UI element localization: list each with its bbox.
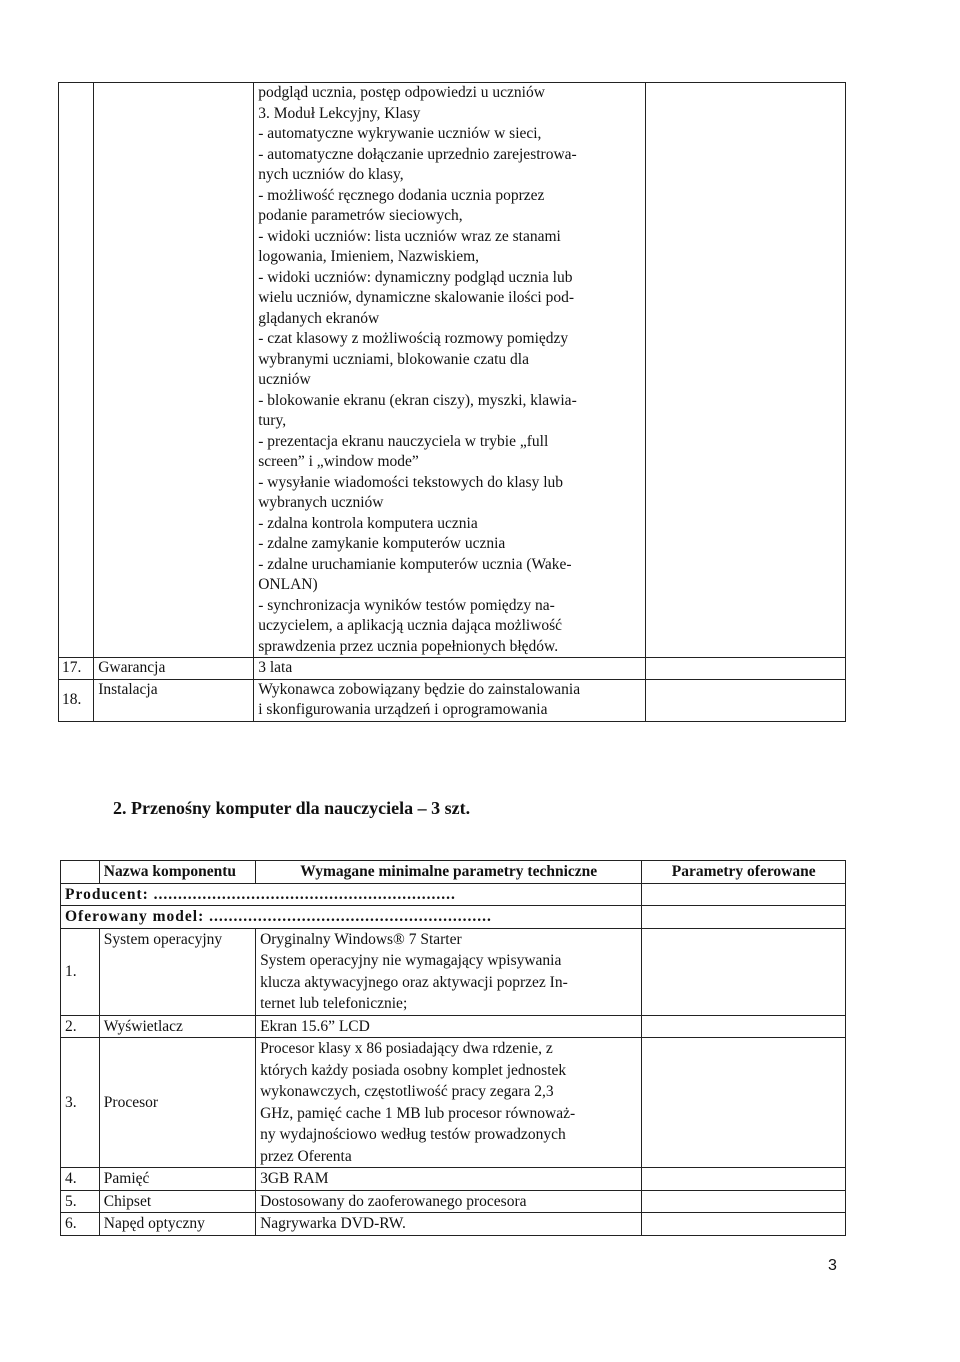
- requirement-line: sprawdzenia przez ucznia popełnionych błędów.: [258, 637, 559, 655]
- requirement-line: 3 lata: [258, 659, 293, 676]
- model-field: Oferowany model: ..........................................................: [61, 906, 642, 929]
- requirement-line: wielu uczniów, dynamiczne skalowanie ilości pod-: [258, 289, 575, 306]
- requirement-line: wykonawczych, częstotliwość pracy zegara 2,3: [260, 1083, 554, 1100]
- row-number-cell: [59, 83, 94, 658]
- requirement-line: - synchronizacja wyników testów pomiędzy na-: [258, 596, 555, 614]
- continuation-text: [258, 83, 640, 657]
- offered-parameters-cell: [642, 883, 846, 906]
- requirement-line: wybranymi uczniami, blokowanie czatu dla: [258, 350, 529, 368]
- offered-parameters-cell: [642, 1168, 846, 1191]
- requirement-line: Nagrywarka DVD-RW.: [260, 1215, 406, 1232]
- requirement-line: - prezentacja ekranu nauczyciela w trybie „full: [258, 432, 549, 450]
- section-title: 2. Przenośny komputer dla nauczyciela – 3 szt.: [113, 798, 471, 818]
- requirement-line: Dostosowany do zaoferowanego procesora: [260, 1192, 527, 1210]
- row-number-cell: 17.: [59, 658, 94, 680]
- requirement-line: - automatyczne dołączanie uprzednio zarejestrowa-: [258, 145, 577, 163]
- requirements-cell: [256, 1015, 642, 1038]
- header-offered: Parametry oferowane: [642, 861, 846, 884]
- component-name-cell: Wyświetlacz: [99, 1015, 255, 1038]
- component-name-cell: Chipset: [99, 1190, 255, 1213]
- row-number-cell: 3.: [61, 1038, 100, 1168]
- requirements-cell: [254, 658, 645, 680]
- component-name-cell: Procesor: [99, 1038, 255, 1168]
- offered-parameters-cell: [642, 1190, 846, 1213]
- requirement-line: ny wydajnościowo według testów prowadzonych: [260, 1126, 566, 1143]
- page-number: 3: [828, 1257, 837, 1274]
- requirement-line: GHz, pamięć cache 1 MB lub procesor równoważ-: [260, 1104, 576, 1122]
- requirement-line: Procesor klasy x 86 posiadający dwa rdzenie, z: [260, 1040, 553, 1057]
- requirement-line: ONLAN): [258, 576, 318, 593]
- offered-parameters-cell: [642, 928, 846, 1015]
- row-number-cell: 1.: [61, 928, 100, 1015]
- requirement-line: System operacyjny nie wymagający wpisywania: [260, 952, 562, 969]
- table-body: [61, 928, 846, 1235]
- requirement-line: - czat klasowy z możliwością rozmowy pomiędzy: [258, 330, 569, 347]
- requirement-line: tury,: [258, 412, 287, 429]
- offered-parameters-cell: [642, 1213, 846, 1236]
- requirement-line: uczniów: [258, 371, 311, 388]
- requirement-line: i skonfigurowania urządzeń i oprogramowania: [258, 701, 548, 718]
- requirement-line: których każdy posiada osobny komplet jednostek: [260, 1061, 567, 1079]
- requirement-line: logowania, Imieniem, Nazwiskiem,: [258, 248, 480, 265]
- table-row: [61, 1168, 846, 1191]
- requirements-cell: [256, 1190, 642, 1213]
- table-row: [61, 1190, 846, 1213]
- requirement-line: - blokowanie ekranu (ekran ciszy), myszki, klawia-: [258, 391, 577, 409]
- requirement-line: Ekran 15.6” LCD: [260, 1017, 370, 1035]
- row-number-cell: 4.: [61, 1168, 100, 1191]
- requirement-line: - zdalne uruchamianie komputerów ucznia (Wake-: [258, 555, 572, 573]
- requirement-line: screen” i „window mode”: [258, 453, 419, 470]
- table-row: [61, 1038, 846, 1168]
- header-component: Nazwa komponentu: [99, 861, 255, 884]
- component-name-cell: System operacyjny: [99, 928, 255, 1015]
- requirement-line: - wysyłanie wiadomości tekstowych do klasy lub: [258, 473, 564, 491]
- offered-parameters-cell: [645, 83, 845, 658]
- header-row: [61, 861, 846, 884]
- requirement-line: podgląd ucznia, postęp odpowiedzi u uczniów: [258, 84, 545, 101]
- requirement-line: - możliwość ręcznego dodania ucznia poprzez: [258, 186, 545, 204]
- table-row: [61, 1015, 846, 1038]
- requirements-cell: [256, 1168, 642, 1191]
- requirement-line: nych uczniów do klasy,: [258, 166, 404, 183]
- requirement-line: Oryginalny Windows® 7 Starter: [260, 930, 462, 948]
- offered-parameters-cell: [642, 1038, 846, 1168]
- requirement-line: uczycielem, a aplikacją ucznia dająca możliwość: [258, 617, 563, 634]
- component-name-cell: [94, 83, 254, 658]
- row-number-cell: 18.: [59, 679, 94, 721]
- requirement-line: przez Oferenta: [260, 1147, 352, 1165]
- table-row: [59, 83, 846, 658]
- requirements-cell: [254, 679, 645, 721]
- requirement-line: klucza aktywacyjnego oraz aktywacji poprzez In-: [260, 973, 568, 991]
- component-name-cell: Instalacja: [94, 679, 254, 721]
- requirements-cell: [256, 1213, 642, 1236]
- requirement-line: - widoki uczniów: lista uczniów wraz ze stanami: [258, 227, 561, 245]
- offered-parameters-cell: [642, 1015, 846, 1038]
- row-number-cell: 6.: [61, 1213, 100, 1236]
- requirement-line: podanie parametrów sieciowych,: [258, 207, 463, 224]
- requirement-line: - widoki uczniów: dynamiczny podgląd ucznia lub: [258, 268, 573, 286]
- model-row: [61, 906, 846, 929]
- offered-parameters-cell: [642, 906, 846, 929]
- row-number-cell: 2.: [61, 1015, 100, 1038]
- header-number-cell: [61, 861, 100, 884]
- requirements-cell: [256, 928, 642, 1015]
- component-name-cell: Napęd optyczny: [99, 1213, 255, 1236]
- requirement-line: glądanych ekranów: [258, 309, 380, 327]
- offered-parameters-cell: [645, 658, 845, 680]
- requirement-line: 3. Moduł Lekcyjny, Klasy: [258, 104, 421, 122]
- requirements-cell: [256, 1038, 642, 1168]
- requirement-line: - zdalna kontrola komputera ucznia: [258, 514, 478, 532]
- requirements-cell: [254, 83, 645, 658]
- producer-row: [61, 883, 846, 906]
- laptop-requirements-table: [60, 860, 846, 1236]
- requirement-line: Wykonawca zobowiązany będzie do zainstalowania: [258, 680, 581, 698]
- header-requirements: Wymagane minimalne parametry techniczne: [256, 861, 642, 884]
- table-row: [61, 928, 846, 1015]
- table-row: [59, 679, 846, 721]
- row-number-cell: 5.: [61, 1190, 100, 1213]
- offered-parameters-cell: [645, 679, 845, 721]
- table-row: [61, 1213, 846, 1236]
- table-row: [59, 658, 846, 680]
- requirement-line: wybranych uczniów: [258, 494, 384, 511]
- requirement-line: 3GB RAM: [260, 1170, 329, 1187]
- requirement-line: - automatyczne wykrywanie uczniów w sieci,: [258, 125, 542, 142]
- requirement-line: ternet lub telefonicznie;: [260, 995, 408, 1012]
- component-name-cell: Pamięć: [99, 1168, 255, 1191]
- requirement-line: - zdalne zamykanie komputerów ucznia: [258, 535, 506, 552]
- component-name-cell: Gwarancja: [94, 658, 254, 680]
- requirements-table-continued: [58, 82, 846, 722]
- producer-field: Producent: ..............................................................: [61, 883, 642, 906]
